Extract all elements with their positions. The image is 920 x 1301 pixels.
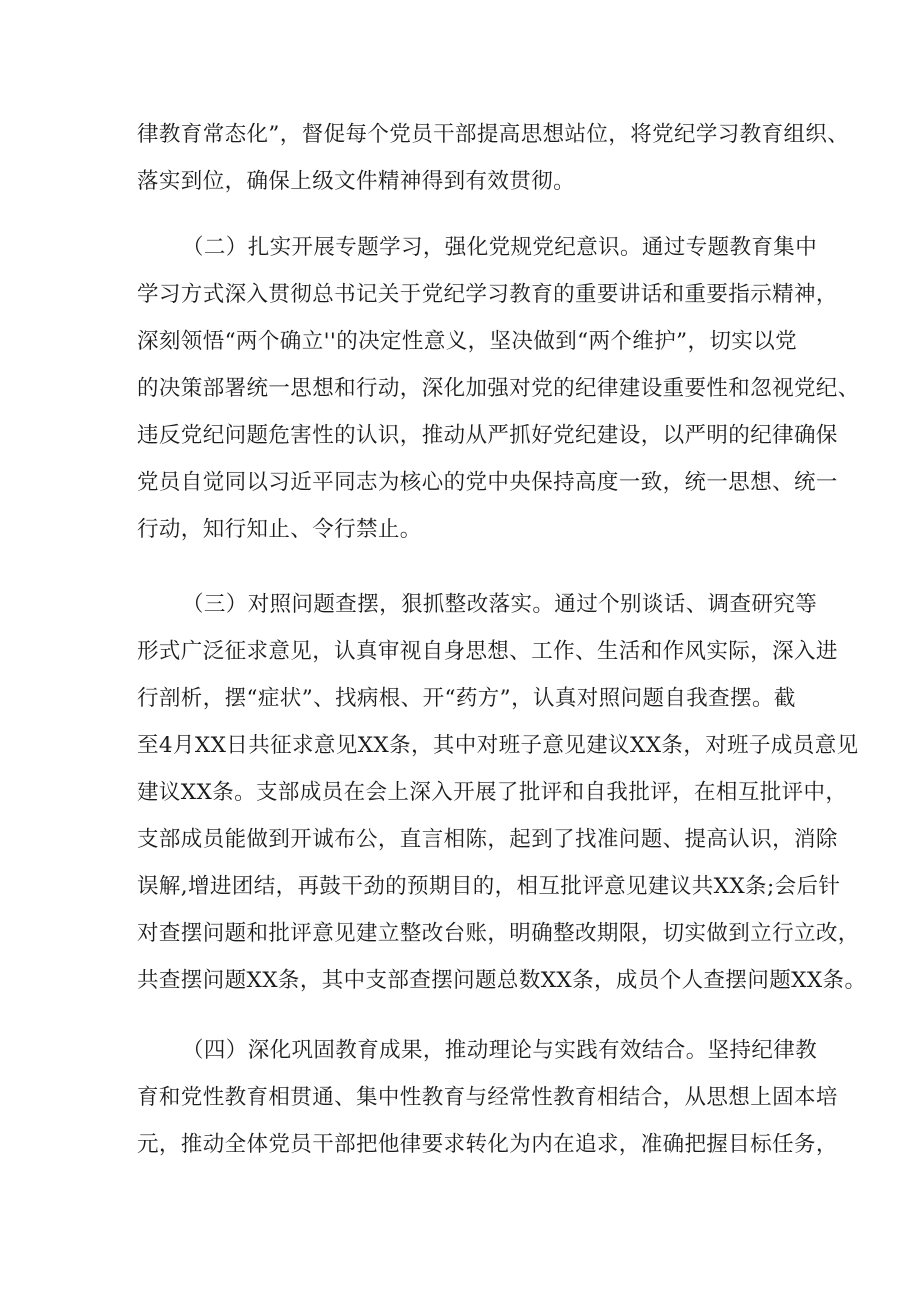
text-line: 育和党性教育相贯通、集中性教育与经常性教育相结合，从思想上固本培: [137, 1085, 838, 1110]
text-line: 共查摆问题XX条，其中支部查摆问题总数XX条，成员个人查摆问题XX条。: [137, 968, 867, 993]
text-line: 建议XX条。支部成员在会上深入开展了批评和自我批评，在相互批评中，: [137, 780, 848, 805]
text-line: 违反党纪问题危害性的认识，推动从严抓好党纪建设，以严明的纪律确保: [137, 423, 838, 448]
text-line: 行动，知行知止、令行禁止。: [137, 517, 422, 542]
text-line: 误解,增进团结，再鼓干劲的预期目的，相互批评意见建议共XX条;会后针: [137, 874, 841, 899]
text-line: 深刻领悟“两个确立''的决定性意义，坚决做到“两个维护”，切实以党: [137, 329, 797, 354]
text-line: 律教育常态化”，督促每个党员干部提高思想站位，将党纪学习教育组织、: [137, 122, 850, 147]
text-line: 形式广泛征求意见，认真审视自身思想、工作、生活和作风实际，深入进: [137, 639, 838, 664]
text-line: （二）扎实开展专题学习，强化党规党纪意识。通过专题教育集中: [182, 235, 818, 260]
text-line: 落实到位，确保上级文件精神得到有效贯彻。: [137, 169, 576, 194]
text-line: 学习方式深入贯彻总书记关于党纪学习教育的重要讲话和重要指示精神，: [137, 282, 838, 307]
text-line: 党员自觉同以习近平同志为核心的党中央保持高度一致，统一思想、统一: [137, 470, 838, 495]
text-line: 元，推动全体党员干部把他律要求转化为内在追求，准确把握目标任务，: [137, 1132, 838, 1157]
text-line: （三）对照问题查摆，狠抓整改落实。通过个别谈话、调查研究等: [182, 592, 818, 617]
text-line: 的决策部署统一思想和行动，深化加强对党的纪律建设重要性和忽视党纪、: [137, 376, 860, 401]
text-line: （四）深化巩固教育成果，推动理论与实践有效结合。坚持纪律教: [182, 1038, 818, 1063]
text-line: 支部成员能做到开诚布公，直言相陈，起到了找准问题、提高认识，消除: [137, 827, 838, 852]
text-line: 对查摆问题和批评意见建立整改台账，明确整改期限，切实做到立行立改，: [137, 921, 860, 946]
text-line: 行剖析，摆“症状”、找病根、开“药方”，认真对照问题自我查摆。截: [137, 686, 796, 711]
text-line: 至4月XX日共征求意见XX条，其中对班子意见建议XX条，对班子成员意见: [137, 733, 859, 758]
